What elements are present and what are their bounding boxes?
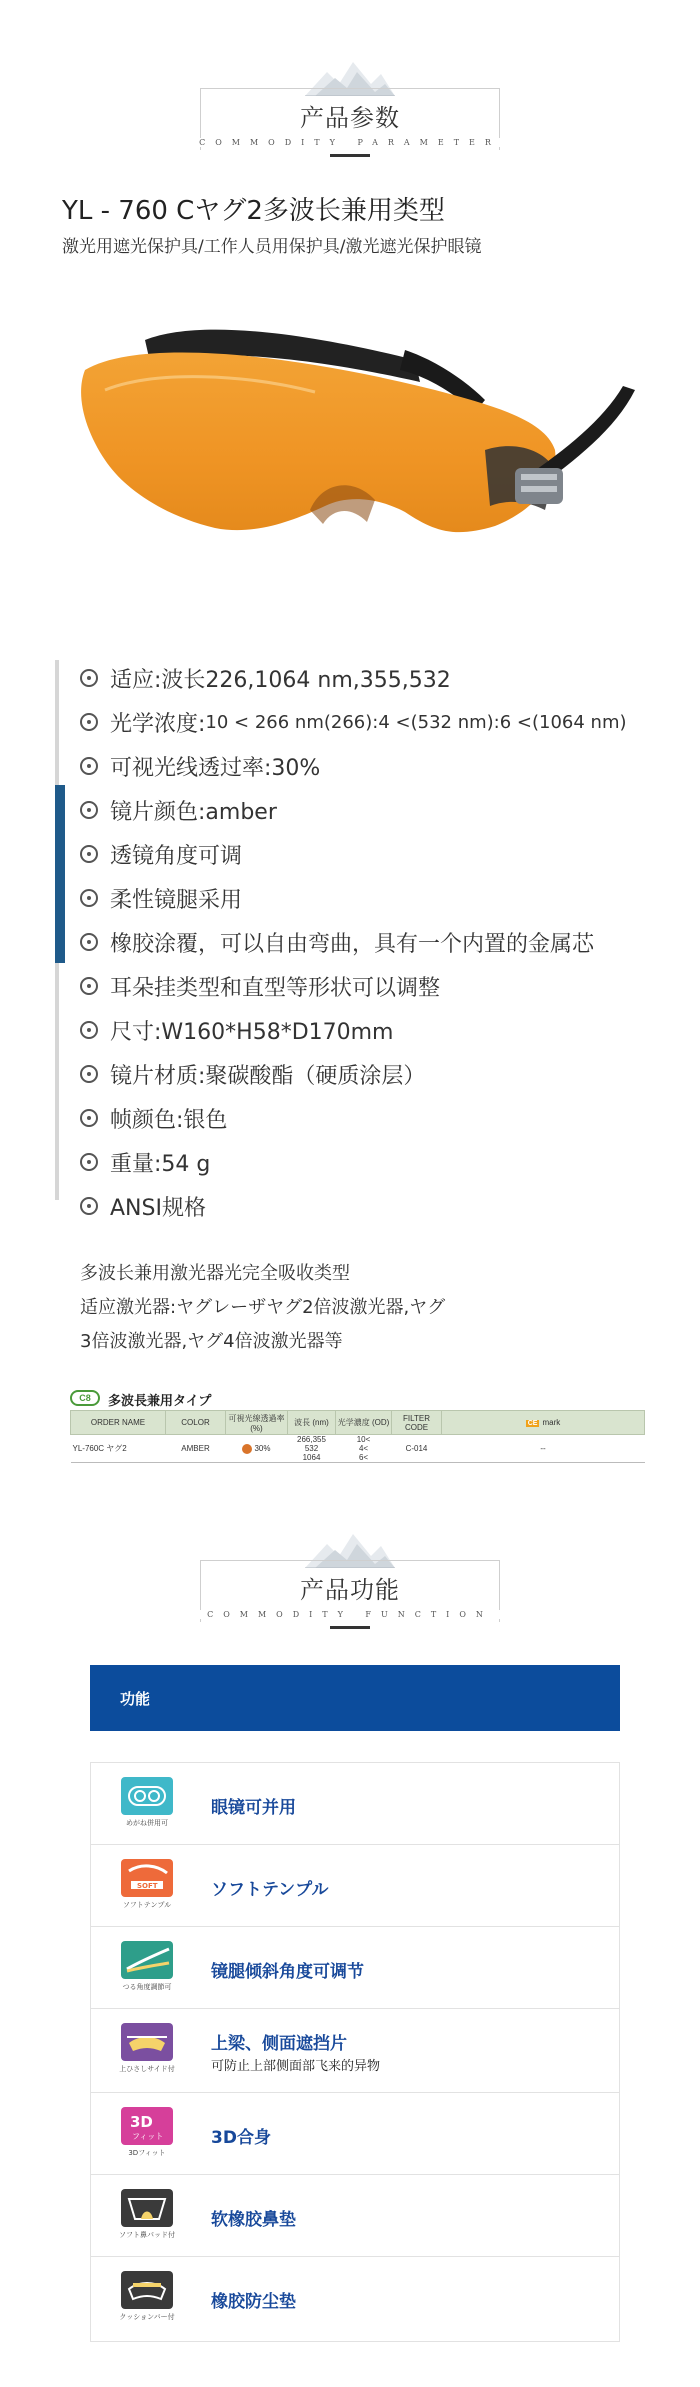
function-section-subtitle: COMMODITY FUNCTION bbox=[180, 1610, 520, 1619]
title-underline bbox=[330, 154, 370, 157]
bullet-icon bbox=[80, 977, 98, 995]
paragraph-line: 多波长兼用激光器光完全吸收类型 bbox=[80, 1263, 350, 1284]
product-description: 激光用遮光保护具/工作人员用保护具/激光遮光保护眼镜 bbox=[62, 237, 482, 257]
function-section-title: 产品功能 bbox=[300, 1576, 400, 1604]
laser-goggle-image bbox=[75, 300, 635, 590]
bullet-icon bbox=[80, 757, 98, 775]
spec-item: 镜片颜色:amber bbox=[80, 788, 680, 832]
bullet-icon bbox=[80, 933, 98, 951]
paragraph-line: 适应激光器:ヤグレーザヤグ2倍波激光器,ヤグ bbox=[80, 1297, 446, 1318]
col-header: 波長 (nm) bbox=[288, 1411, 336, 1435]
bullet-icon bbox=[80, 845, 98, 863]
spec-item: 重量:54 g bbox=[80, 1140, 680, 1184]
spec-table-image bbox=[70, 1388, 645, 1468]
function-banner-label: 功能 bbox=[120, 1690, 151, 1708]
col-header: FILTER CODE bbox=[392, 1411, 442, 1435]
bullet-icon bbox=[80, 889, 98, 907]
spec-item: 光学浓度: 10 < 266 nm(266):4 <(532 nm):6 <(1064 nm) bbox=[80, 700, 680, 744]
spec-table-title: 多波長兼用タイプ bbox=[108, 1393, 212, 1408]
spec-item: 耳朵挂类型和直型等形状可以调整 bbox=[80, 964, 680, 1008]
feature-row-cushion bbox=[91, 2257, 619, 2339]
bullet-icon bbox=[80, 1109, 98, 1127]
feature-sublabel: 可防止上部侧面部飞来的异物 bbox=[211, 2059, 381, 2074]
mountain-logo-icon bbox=[305, 1530, 395, 1568]
spec-item: 透镜角度可调 bbox=[80, 832, 680, 876]
feature-row-3d-fit bbox=[91, 2093, 619, 2175]
feature-list bbox=[90, 1762, 620, 2342]
feature-label: 镜腿倾斜角度可调节 bbox=[211, 1962, 364, 1982]
svg-text:SOFT: SOFT bbox=[137, 1882, 158, 1890]
feature-row-soft-temple bbox=[91, 1845, 619, 1927]
feature-row-glasses bbox=[91, 1763, 619, 1845]
spec-item: 可视光线透过率:30% bbox=[80, 744, 680, 788]
bullet-icon bbox=[80, 1065, 98, 1083]
col-header: COLOR bbox=[166, 1411, 226, 1435]
glasses-compatible-icon: めがね併用可 bbox=[119, 1777, 175, 1833]
catalog-logo-icon: C8 bbox=[70, 1390, 100, 1406]
svg-text:3D: 3D bbox=[130, 2113, 153, 2131]
spec-item: 尺寸:W160*H58*D170mm bbox=[80, 1008, 680, 1052]
params-section-header bbox=[0, 58, 700, 178]
col-header: 可視光線透過率 (%) bbox=[226, 1411, 288, 1435]
soft-temple-icon: SOFT ソフトテンプル bbox=[119, 1859, 175, 1915]
spec-side-bar-accent bbox=[55, 785, 65, 963]
feature-label: 3D合身 bbox=[211, 2128, 271, 2148]
table-row: YL-760C ヤグ2 AMBER 30% 266,355 532 1064 10< 4< 6< C-014 -- bbox=[71, 1435, 645, 1463]
feature-label: 眼镜可并用 bbox=[211, 1798, 296, 1818]
bullet-icon bbox=[80, 713, 98, 731]
spec-item: 橡胶涂覆，可以自由弯曲，具有一个内置的金属芯 bbox=[80, 920, 680, 964]
feature-row-temple-angle bbox=[91, 1927, 619, 2009]
spec-item: 镜片材质:聚碳酸酯（硬质涂层） bbox=[80, 1052, 680, 1096]
params-section-title: 产品参数 bbox=[300, 104, 400, 132]
paragraph-line: 3倍波激光器,ヤグ4倍波激光器等 bbox=[80, 1331, 343, 1352]
function-banner bbox=[90, 1665, 620, 1731]
spec-item: 柔性镜腿采用 bbox=[80, 876, 680, 920]
feature-row-side-shield bbox=[91, 2009, 619, 2093]
bullet-icon bbox=[80, 1021, 98, 1039]
lens-color-swatch bbox=[242, 1444, 252, 1454]
bullet-icon bbox=[80, 1153, 98, 1171]
product-model-title: YL - 760 Cヤグ2多波长兼用类型 bbox=[62, 196, 445, 226]
col-header: CE mark bbox=[442, 1411, 645, 1435]
params-section-subtitle: COMMODITY PARAMETER bbox=[180, 138, 520, 147]
ce-mark-icon: CE bbox=[527, 1420, 538, 1427]
feature-row-nose-pad bbox=[91, 2175, 619, 2257]
feature-label: 橡胶防尘垫 bbox=[211, 2292, 296, 2312]
side-shield-icon: 上ひさしサイド付 bbox=[119, 2023, 175, 2079]
nose-pad-icon: ソフト鼻パッド付 bbox=[119, 2189, 175, 2245]
spec-table bbox=[70, 1410, 645, 1463]
svg-text:フィット: フィット bbox=[132, 2132, 164, 2141]
mountain-logo-icon bbox=[305, 58, 395, 96]
feature-label: ソフトテンプル bbox=[211, 1880, 329, 1900]
spec-item: 适应:波长226,1064 nm,355,532 bbox=[80, 656, 680, 700]
temple-angle-icon: つる角度調節可 bbox=[119, 1941, 175, 1997]
bullet-icon bbox=[80, 801, 98, 819]
title-underline bbox=[330, 1626, 370, 1629]
col-header: 光学濃度 (OD) bbox=[336, 1411, 392, 1435]
spec-list bbox=[80, 656, 680, 1228]
spec-item: ANSI规格 bbox=[80, 1184, 680, 1228]
bullet-icon bbox=[80, 1197, 98, 1215]
spec-item: 帧颜色:银色 bbox=[80, 1096, 680, 1140]
3d-fit-icon: 3D フィット 3Dフィット bbox=[119, 2107, 175, 2163]
cushion-bar-icon: クッションバー付 bbox=[119, 2271, 175, 2327]
feature-label: 软橡胶鼻垫 bbox=[211, 2210, 296, 2230]
bullet-icon bbox=[80, 669, 98, 687]
product-paragraph bbox=[80, 1257, 640, 1359]
feature-label: 上梁、侧面遮挡片 bbox=[211, 2034, 347, 2054]
col-header: ORDER NAME bbox=[71, 1411, 166, 1435]
function-section-header bbox=[0, 1530, 700, 1650]
